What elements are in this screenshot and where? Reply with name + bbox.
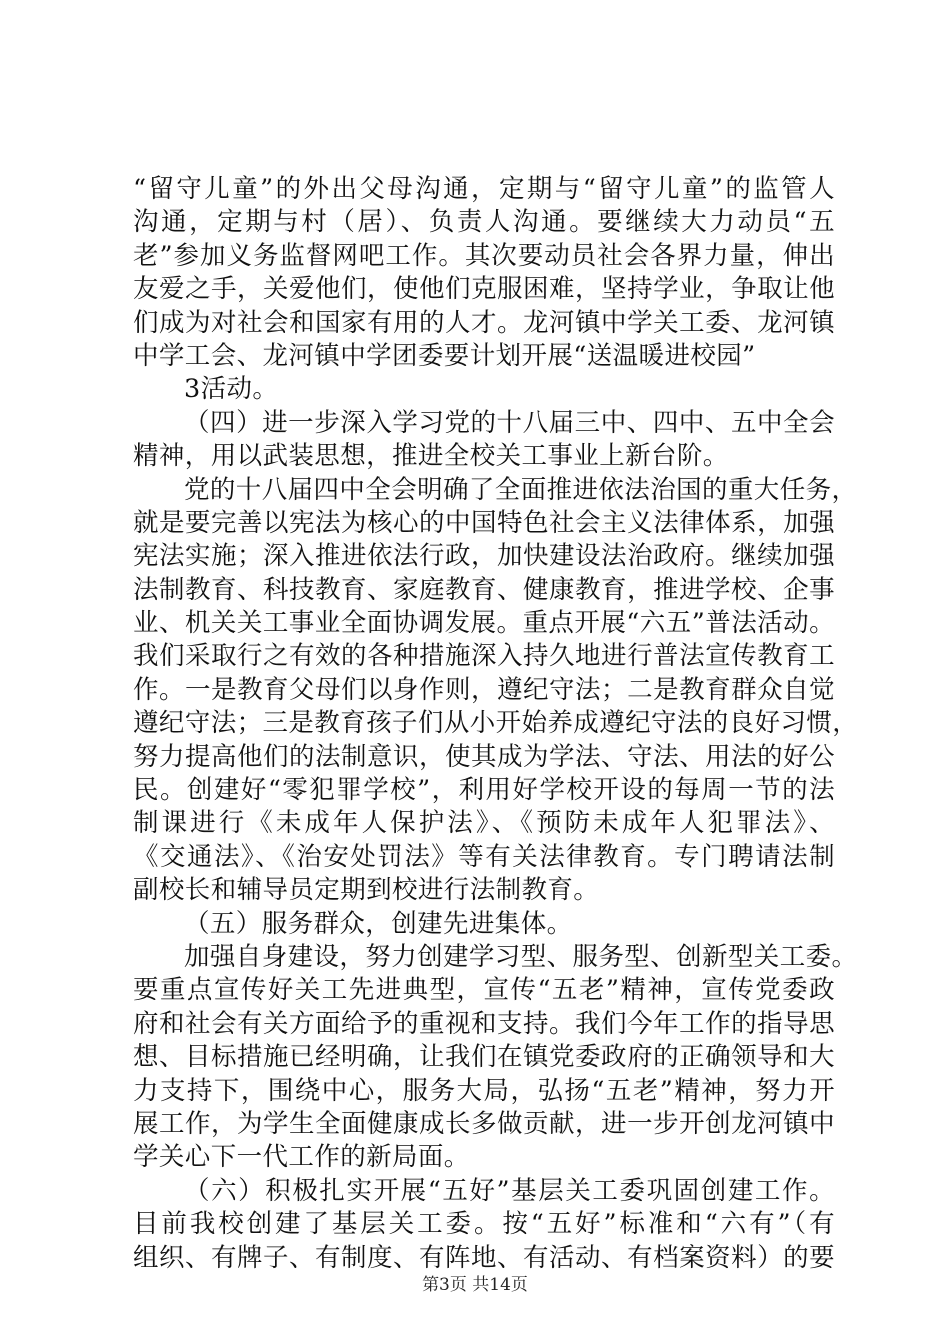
text-line: 组织、有牌子、有制度、有阵地、有活动、有档案资料）的要 (133, 1242, 835, 1273)
text-line: 努力提高他们的法制意识，使其成为学法、守法、用法的好公 (133, 741, 835, 772)
text-line: 们成为对社会和国家有用的人才。龙河镇中学关工委、龙河镇 (133, 307, 835, 338)
text-line: 加强自身建设，努力创建学习型、服务型、创新型关工委。 (184, 941, 858, 972)
text-line: 就是要完善以宪法为核心的中国特色社会主义法律体系，加强 (133, 507, 835, 538)
text-line: 制课进行《未成年人保护法》、《预防未成年人犯罪法》、 (133, 808, 835, 839)
text-line: 作。一是教育父母们以身作则，遵纪守法；二是教育群众自觉 (133, 674, 835, 705)
text-line: （四）进一步深入学习党的十八届三中、四中、五中全会 (184, 407, 835, 438)
text-line: （六）积极扎实开展“五好”基层关工委巩固创建工作。 (184, 1175, 835, 1206)
text-line: “留守儿童”的外出父母沟通，定期与“留守儿童”的监管人 (133, 174, 835, 204)
document-body (133, 173, 859, 1275)
text-line: 法制教育、科技教育、家庭教育、健康教育，推进学校、企事 (133, 574, 835, 605)
text-line: 目前我校创建了基层关工委。按“五好”标准和“六有”（有 (133, 1209, 835, 1240)
text-line: 民。创建好“零犯罪学校”，利用好学校开设的每周一节的法 (133, 775, 835, 806)
text-line: 中学工会、龙河镇中学团委要计划开展“送温暖进校园” (133, 340, 756, 371)
text-line: 想、目标措施已经明确，让我们在镇党委政府的正确领导和大 (133, 1042, 835, 1073)
text-line: 3活动。 (184, 374, 279, 405)
text-line: 学关心下一代工作的新局面。 (133, 1142, 470, 1173)
text-line: 要重点宣传好关工先进典型，宣传“五老”精神，宣传党委政 (133, 975, 835, 1006)
text-line: 我们采取行之有效的各种措施深入持久地进行普法宣传教育工 (133, 641, 835, 672)
text-line: 展工作，为学生全面健康成长多做贡献，进一步开创龙河镇中 (133, 1108, 835, 1139)
text-line: 业、机关关工事业全面协调发展。重点开展“六五”普法活动。 (133, 608, 835, 639)
text-line: 沟通，定期与村（居）、负责人沟通。要继续大力动员“五 (133, 207, 835, 238)
text-line: 党的十八届四中全会明确了全面推进依法治国的重大任务， (184, 474, 858, 505)
text-line: 友爱之手，关爱他们，使他们克服困难，坚持学业，争取让他 (133, 274, 835, 305)
text-line: 《交通法》、《治安处罚法》等有关法律教育。专门聘请法制 (133, 841, 835, 872)
text-line: 精神，用以武装思想，推进全校关工事业上新台阶。 (133, 441, 729, 472)
text-line: 府和社会有关方面给予的重视和支持。我们今年工作的指导思 (133, 1008, 835, 1039)
text-line: 副校长和辅导员定期到校进行法制教育。 (133, 875, 600, 906)
text-line: 老”参加义务监督网吧工作。其次要动员社会各界力量，伸出 (133, 240, 835, 271)
text-line: （五）服务群众，创建先进集体。 (184, 908, 573, 939)
text-line: 力支持下，围绕中心，服务大局，弘扬“五老”精神，努力开 (133, 1075, 835, 1106)
text-line: 遵纪守法；三是教育孩子们从小开始养成遵纪守法的良好习惯， (133, 708, 859, 739)
text-line: 宪法实施；深入推进依法行政，加快建设法治政府。继续加强 (133, 541, 835, 572)
page-number-footer: 第3页 共14页 (422, 1275, 528, 1295)
